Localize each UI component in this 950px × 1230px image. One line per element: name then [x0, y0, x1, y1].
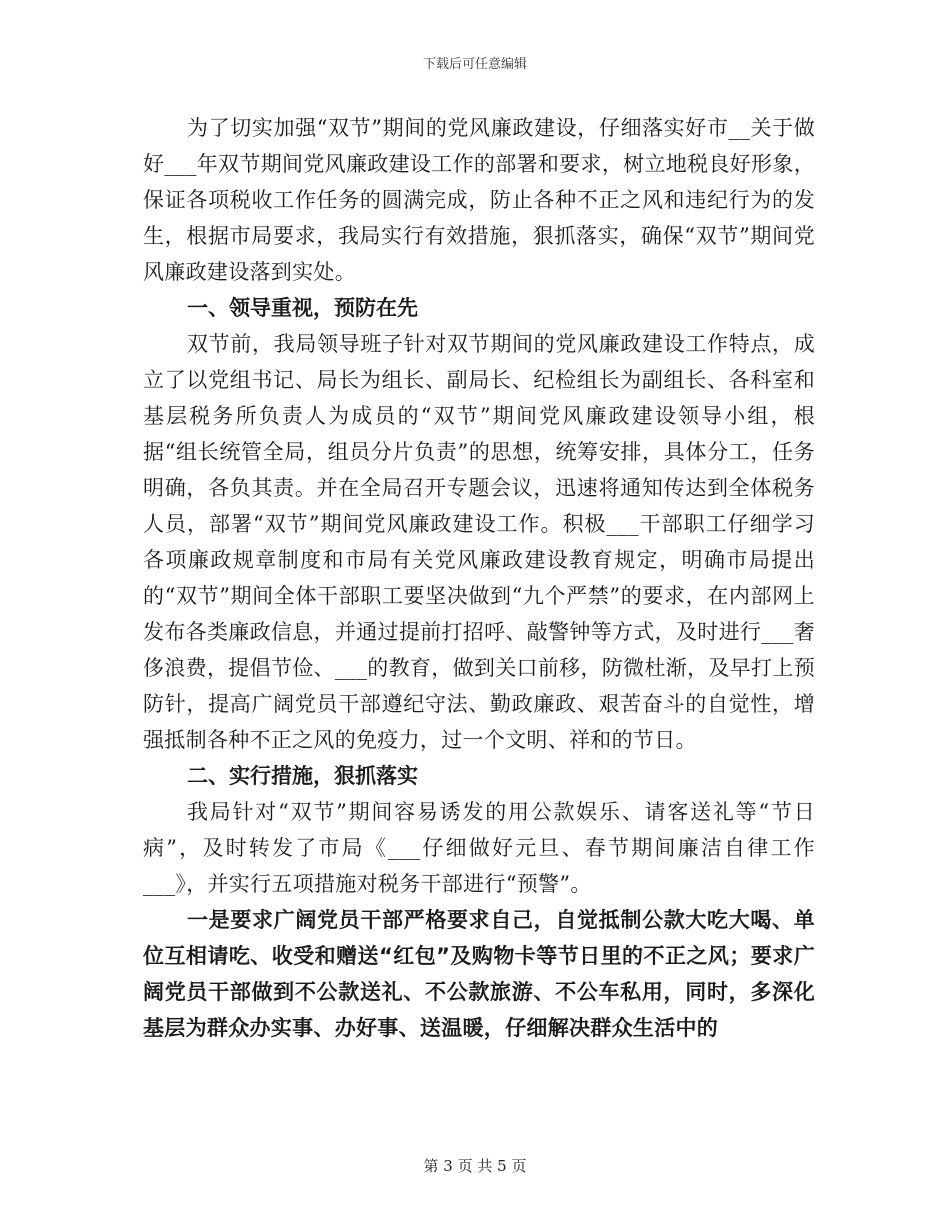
document-body: [143, 110, 815, 1046]
page-footer: 第 3 页 共 5 页: [423, 1157, 527, 1175]
section-heading-1: 一、领导重视，预防在先: [187, 296, 418, 320]
section-1-paragraph: 双节前，我局领导班子针对双节期间的党风廉政建设工作特点，成立了以党组书记、局长为组长、副局长、纪检组长为副组长、各科室和基层税务所负责人为成员的“双节”期间党风廉政建设领导小组，根据“组长统管全局，组员分片负责”的思想，统筹安排，具体分工，任务明确，各负其责。并在全局召开专题会议，迅速将通知传达到全体税务人员，部署“双节”期间党风廉政建设工作。积极___干部职工仔细学习各项廉政规章制度和市局有关党风廉政建设教育规定，明确市局提出的“双节”期间全体干部职工要坚决做到“九个严禁”的要求，在内部网上发布各类廉政信息，并通过提前打招呼、敲警钟等方式，及时进行___奢侈浪费，提倡节俭、___的教育，做到关口前移，防微杜渐，及早打上预防针，提高广阔党员干部遵纪守法、勤政廉政、艰苦奋斗的自觉性，增强抵制各种不正之风的免疫力，过一个文明、祥和的节日。: [143, 332, 815, 752]
section-2-paragraph: 我局针对“双节”期间容易诱发的用公款娱乐、请客送礼等“节日病”，及时转发了市局《___仔细做好元旦、春节期间廉洁自律工作___》，并实行五项措施对税务干部进行“预警”。: [143, 800, 815, 896]
page-header: 下载后可任意编辑: [422, 57, 527, 72]
intro-paragraph: 为了切实加强“双节”期间的党风廉政建设，仔细落实好市__关于做好___年双节期间党风廉政建设工作的部署和要求，树立地税良好形象，保证各项税收工作任务的圆满完成，防止各种不正之风和违纪行为的发生，根据市局要求，我局实行有效措施，狠抓落实，确保“双节”期间党风廉政建设落到实处。: [143, 116, 815, 284]
section-2-bold-paragraph: 一是要求广阔党员干部严格要求自己，自觉抵制公款大吃大喝、单位互相请吃、收受和赠送“红包”及购物卡等节日里的不正之风；要求广阔党员干部做到不公款送礼、不公款旅游、不公车私用，同时，多深化基层为群众办实事、办好事、送温暖，仔细解决群众生活中的: [143, 908, 815, 1040]
section-heading-2: 二、实行措施，狠抓落实: [187, 764, 418, 788]
